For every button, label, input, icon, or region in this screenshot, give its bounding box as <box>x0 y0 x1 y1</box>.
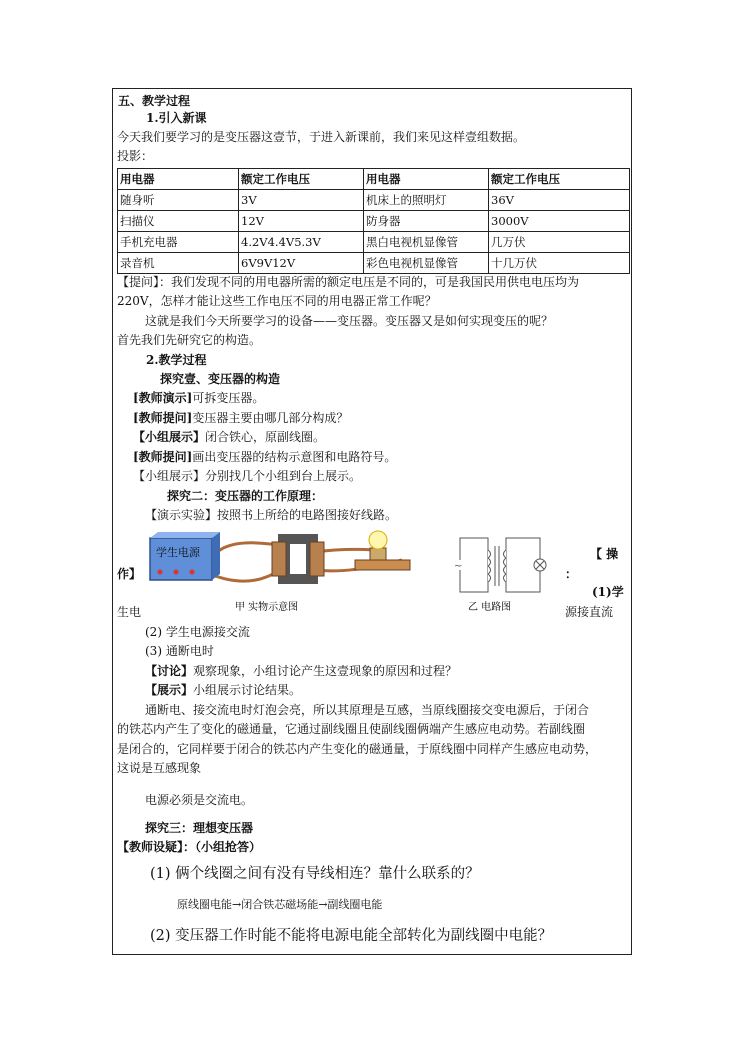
terminal-dot <box>158 570 163 575</box>
intro-heading: 1.引入新课 <box>146 111 207 125</box>
core-window <box>290 544 306 574</box>
table-cell: 彩色电视机显像管 <box>364 253 489 274</box>
step1-number: (1)学 <box>592 585 624 599</box>
primary-coil-symbol <box>488 550 491 582</box>
operation-step2: (2) 学生电源接交流 <box>145 625 250 639</box>
table-row <box>118 253 630 274</box>
question-line: 220V，怎样才能让这些工作电压不同的用电器正常工作呢？ <box>117 294 437 308</box>
ask2-text: 画出变压器的结构示意图和电路符号。 <box>192 450 397 464</box>
explore3-title: 探究三：理想变压器 <box>145 821 254 835</box>
demo-tag: [教师演示] <box>133 391 193 405</box>
section-title: 五、教学过程 <box>118 94 191 108</box>
explore3-answer-1: 原线圈电能→闭合铁芯磁场能→副线圈电能 <box>177 898 383 911</box>
table-cell: 黑白电视机显像管 <box>364 232 489 253</box>
table-cell: 几万伏 <box>489 232 630 253</box>
power-supply-side <box>212 532 220 580</box>
lamp-socket <box>370 548 386 560</box>
table-header: 用电器 <box>118 169 239 190</box>
explore3-question-1: (1) 俩个线圈之间有没有导线相连？靠什么联系的？ <box>150 866 480 882</box>
table-cell: 12V <box>239 211 364 232</box>
group-show-2: 【小组展示】分别找几个小组到台上展示。 <box>133 469 362 483</box>
wire-bottom-left <box>210 570 280 581</box>
explore2-title: 探究二：变压器的工作原理： <box>167 489 324 503</box>
table-cell: 3V <box>239 190 364 211</box>
circuit-diagram-figure <box>440 530 560 615</box>
group-text: 闭合铁心，原副线圈。 <box>205 430 326 444</box>
ask-tag: [教师提问] <box>133 411 193 425</box>
experiment-line: 【演示实验】按照书上所给的电路图接好线路。 <box>145 508 398 522</box>
terminal-dot <box>190 570 195 575</box>
explore1-title: 探究壹、变压器的构造 <box>160 372 281 386</box>
explanation-line: 通断电、接交流电时灯泡会亮，所以其原理是互感，当原线圈接交变电源后，于闭合 <box>145 703 590 717</box>
table-cell: 3000V <box>489 211 630 232</box>
voltage-table <box>117 168 630 274</box>
question-line: 首先我们先研究它的构造。 <box>117 333 262 347</box>
teacher-setup: 【教师设疑】：（小组抢答） <box>117 840 262 854</box>
ac-source-icon: ~ <box>454 561 463 572</box>
table-row <box>118 211 630 232</box>
table-row <box>118 190 630 211</box>
process-heading: 2.教学过程 <box>146 353 207 367</box>
table-header: 额定工作电压 <box>239 169 364 190</box>
explore3-question-2: (2) 变压器工作时能不能将电源电能全部转化为副线圈中电能？ <box>150 928 553 944</box>
show-tag: 【展示】 <box>145 683 194 697</box>
table-header: 额定工作电压 <box>489 169 630 190</box>
table-cell: 随身听 <box>118 190 239 211</box>
secondary-coil <box>310 542 324 576</box>
discussion-line <box>145 663 457 679</box>
table-cell: 录音机 <box>118 253 239 274</box>
question-line: 这就是我们今天所要学习的设备——变压器。变压器又是如何实现变压的呢？ <box>145 314 554 328</box>
lamp-base-board <box>355 560 410 570</box>
figure-caption-b: 乙 电路图 <box>468 602 512 613</box>
table-cell: 十几万伏 <box>489 253 630 274</box>
table-cell: 防身器 <box>364 211 489 232</box>
discuss-text: 观察现象，小组讨论产生这壹现象的原因和过程？ <box>193 664 458 678</box>
explanation-ac-note: 电源必须是交流电。 <box>145 793 254 807</box>
table-cell: 6V9V12V <box>239 253 364 274</box>
teacher-demo <box>133 390 264 406</box>
operation-step1-b: 源接直流 <box>565 605 614 619</box>
table-row <box>118 232 630 253</box>
secondary-coil-symbol <box>504 550 507 582</box>
table-header: 用电器 <box>364 169 489 190</box>
explanation-line: 是闭合的，它同样要于闭合的铁芯内产生变化的磁通量，于原线圈中同样产生感应电动势， <box>117 742 598 756</box>
table-cell: 机床上的照明灯 <box>364 190 489 211</box>
explanation-line: 这说是互感现象 <box>117 761 202 775</box>
table-cell: 手机充电器 <box>118 232 239 253</box>
demo-text: 可拆变压器。 <box>192 391 265 405</box>
table-cell: 4.2V4.4V5.3V <box>239 232 364 253</box>
ask2-tag: [教师提问] <box>133 450 193 464</box>
intro-line: 今天我们要学习的是变压器这壹节，于进入新课前，我们来见这样壹组数据。 <box>117 130 526 144</box>
operation-tag-open: 【 操 <box>590 547 619 561</box>
group-tag: 【小组展示】 <box>133 430 206 444</box>
operation-tag-close: 作】 <box>117 567 142 581</box>
teacher-ask-2 <box>133 449 396 465</box>
question-line: 【提问】：我们发现不同的用电器所需的额定电压是不同的，可是我国民用供电电压均为 <box>117 275 580 289</box>
table-header-row <box>118 169 630 190</box>
ask-text: 变压器主要由哪几部分构成？ <box>192 411 349 425</box>
operation-step1-c: 生电 <box>117 605 142 619</box>
table-cell: 36V <box>489 190 630 211</box>
wire-top-left <box>210 543 280 562</box>
teacher-ask <box>133 410 348 426</box>
discuss-tag: 【讨论】 <box>145 664 194 678</box>
operation-step1-a <box>592 584 624 600</box>
primary-coil <box>272 542 286 576</box>
figure-caption-a: 甲 实物示意图 <box>235 602 299 613</box>
show-line <box>145 682 301 698</box>
group-show <box>133 429 325 445</box>
bulb-icon <box>369 531 387 549</box>
table-cell: 扫描仪 <box>118 211 239 232</box>
operation-step3: (3) 通断电时 <box>145 644 214 658</box>
power-supply-top <box>150 532 220 538</box>
terminal-dot <box>174 570 179 575</box>
explanation-line: 的铁芯内产生了变化的磁通量，它通过副线圈且使副线圈俩端产生感应电动势。若副线圈 <box>117 722 586 736</box>
physical-setup-figure <box>140 530 430 615</box>
intro-projection: 投影： <box>117 149 154 163</box>
operation-colon: ： <box>565 567 578 581</box>
power-supply-label: 学生电源 <box>156 546 200 559</box>
show-text: 小组展示讨论结果。 <box>193 683 302 697</box>
